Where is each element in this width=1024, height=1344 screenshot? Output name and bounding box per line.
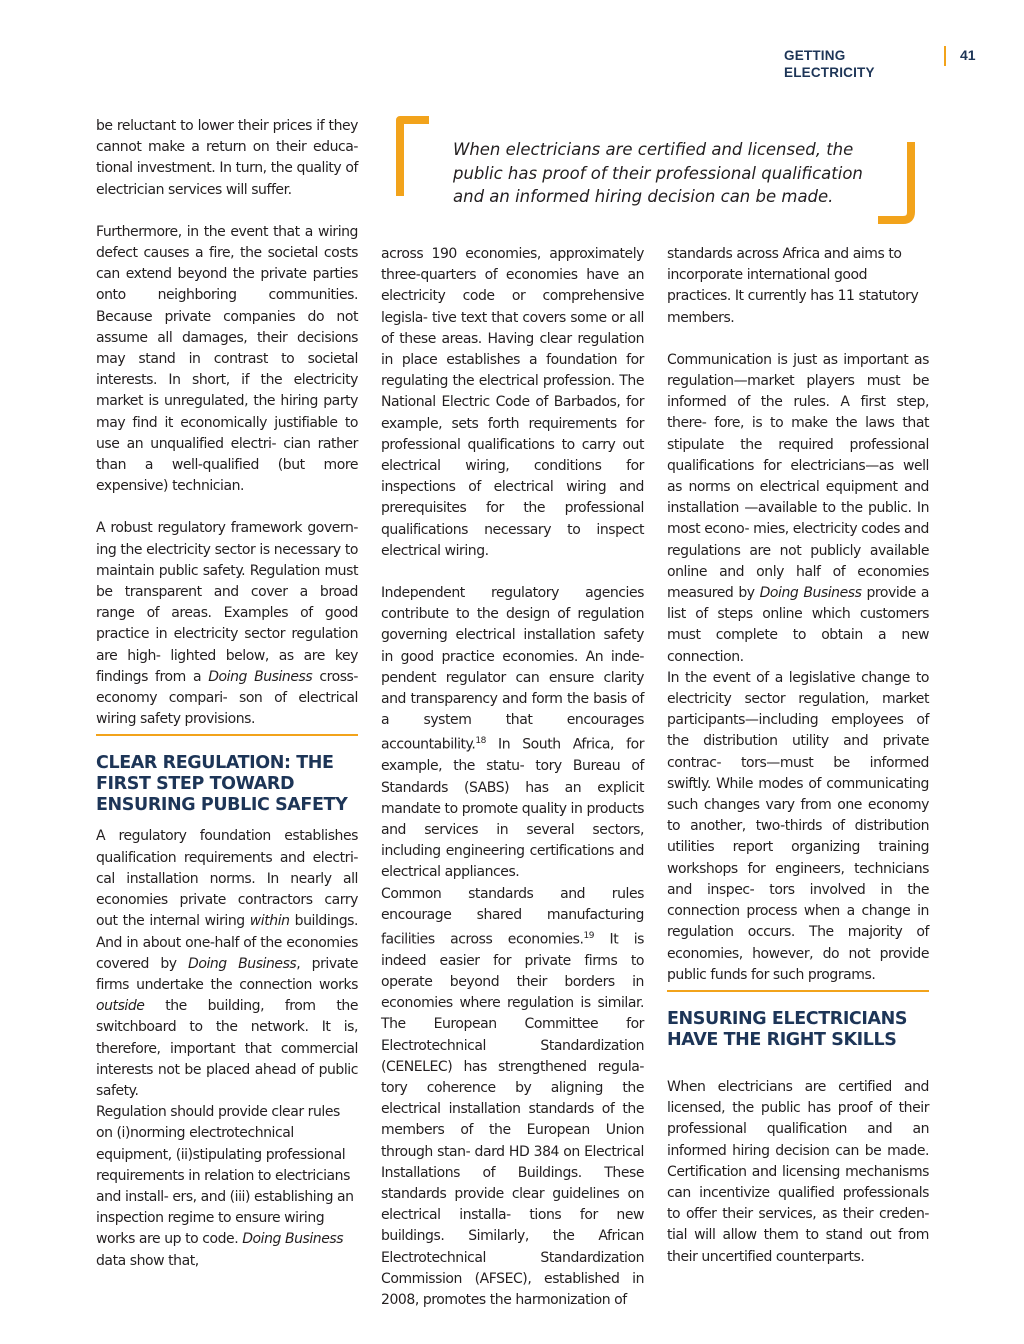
paragraph: When electricians are certified and licensed, the public has proof of their professional qualification and an informed hiring decision can be made. Certification and licensing mechanisms can incentivize qualified professionals to offer their services, as their creden- tial will allow them to stand out from their uncertified counterparts. bbox=[667, 1078, 929, 1265]
footnote-ref: 19 bbox=[583, 930, 595, 941]
paragraph: Independent regulatory agencies contribute to the design of regulation governing electrical installation safety in good practice economies. An inde- pendent regulator can ensure clarity and transparency and form the basis of a system that encourages accountability.$^{18}$ In South Africa, for example, the statu- tory Bureau of Standards (SABS) has an explicit mandate to promote quality in products and services in several sectors, including engineering certifications and electrical appliances. bbox=[381, 585, 644, 881]
header-divider bbox=[944, 46, 946, 66]
section-heading: ENSURING ELECTRICIANS HAVE THE RIGHT SKILLS bbox=[667, 1008, 908, 1050]
paragraph: standards across Africa and aims to incorporate international good practices. It currently has 11 statutory members. bbox=[667, 246, 919, 326]
paragraph: Regulation should provide clear rules on (i)norming electrotechnical equipment, (ii)stipulating professional requirements in relation to electricians and install- ers, and (iii) establishing an inspection regime to ensure wiring works are up to code. Doing Business data show that, bbox=[96, 1104, 354, 1269]
paragraph: Communication is just as important as regulation—market players must be informed of the rules. A first step, there- fore, is to make the laws that stipulate the required professional qualifications for electricians—as well as norms on electrical equipment and installation —available to the public. In most econo- mies, electricity codes and regulations are not publicly available online and only half of economies measured by Doing Business provide a list of steps online which customers must complete to obtain a new connection. bbox=[667, 351, 929, 665]
page-number: 41 bbox=[960, 47, 976, 63]
section-heading: CLEAR REGULATION: THE FIRST STEP TOWARD ENSURING PUBLIC SAFETY bbox=[96, 753, 348, 816]
paragraph: across 190 economies, approximately three-quarters of economies have an electricity code or comprehensive legisla- tive text that covers some or all of these areas. Having clear regulation in place establishes a foundation for regulating the electrical profession. The National Electric Code of Barbados, for example, sets forth requirements for professional qualifications to carry out electrical wiring, conditions for inspections of electrical wiring and prerequisites for the professional qualifications necessary to inspect electrical wiring. bbox=[381, 246, 644, 559]
running-head bbox=[784, 47, 875, 81]
close-bracket-icon bbox=[878, 142, 918, 224]
paragraph: Common standards and rules encourage shared manufacturing facilities across economies.$^{19}$ It is indeed easier for private firms to operate beyond their borders in economies where regulation is similar. The European Committee for Electrotechnical Standardization (CENELEC) has strengthened regula- tory coherence by aligning the electrical installation standards of the members of the European Union through stan- dard HD 384 on Electrical Installations of Buildings. These standards provide clear guidelines on electrical installa- tions for new buildings. Similarly, the African Electrotechnical Standardization Commission (AFSEC), established in 2008, promotes the harmonization of bbox=[381, 885, 644, 1309]
paragraph: A robust regulatory framework govern- ing the electricity sector is necessary to maintain public safety. Regulation must be transparent and cover a broad range of areas. Examples of good practice in electricity sector regulation are high- lighted below, as are key findings from a Doing Business cross- economy compari- son of electrical wiring safety provisions. bbox=[96, 520, 358, 728]
running-head-line-2: ELECTRICITY bbox=[784, 65, 875, 80]
column-3 bbox=[667, 244, 929, 1268]
paragraph: Furthermore, in the event that a wiring defect causes a fire, the societal costs can extend beyond the private parties onto neighboring communities. Because private companies do not assume all damages, their decisions may stand in contrast to societal interests. In short, if the electricity market is unregulated, the hiring party may find it economically justifiable to use an unqualified electri- cian rather than a well-qualified (but more expensive) technician. bbox=[96, 223, 358, 495]
doing-business-italic: Doing Business bbox=[208, 668, 313, 685]
paragraph: A regulatory foundation establishes qualification requirements and electri- cal installation norms. In nearly all economies private contractors carry out the internal wiring within buildings. And in about one-half of the economies covered by Doing Business, private firms undertake the connection works outside the building, from the switchboard to the network. It is, therefore, important that commercial interests not be placed ahead of public safety. bbox=[96, 828, 358, 1099]
pull-quote: When electricians are certified and licensed, the public has proof of their professional qualification and an informed hiring decision can be made. bbox=[453, 140, 863, 206]
column-1 bbox=[96, 116, 358, 1272]
section-divider bbox=[96, 734, 358, 736]
open-bracket-icon bbox=[396, 116, 429, 196]
footnote-ref: 18 bbox=[475, 736, 486, 747]
paragraph: be reluctant to lower their prices if they cannot make a return on their educa- tional investment. In turn, the quality of electrician services will suffer. bbox=[96, 118, 358, 198]
section-divider bbox=[667, 990, 929, 992]
paragraph: In the event of a legislative change to electricity sector regulation, market participants—including employees of the distribution utility and private contrac- tors—must be informed swiftly. While modes of communicating such changes vary from one economy to another, two-thirds of distribution utilities report organizing training workshops for engineers, technicians and inspec- tors involved in the connection process when a change in regulation occurs. The majority of economies, however, do not provide public funds for such programs. bbox=[667, 669, 929, 983]
running-head-line-1: GETTING bbox=[784, 48, 846, 63]
column-2 bbox=[381, 244, 644, 1311]
